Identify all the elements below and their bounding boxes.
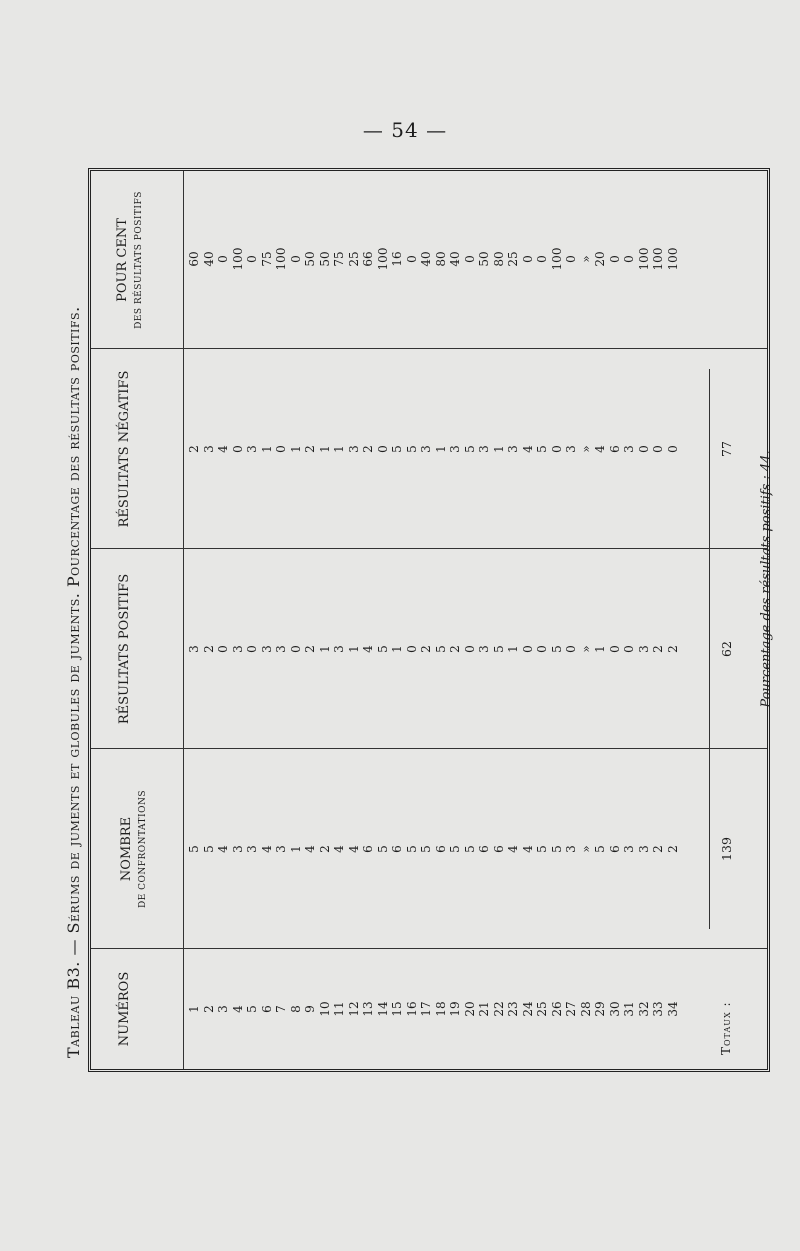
- header-nombre-label: NOMBRE: [119, 816, 134, 882]
- row-positifs: 0: [216, 645, 230, 653]
- row-number: 12: [346, 1001, 361, 1017]
- row-pourcent: 100: [665, 247, 680, 271]
- row-negatifs: 4: [593, 445, 607, 453]
- row-positifs: 2: [651, 645, 665, 653]
- row-negatifs: 5: [535, 445, 549, 453]
- row-positifs: 2: [419, 645, 433, 653]
- row-confrontations: 3: [564, 845, 578, 853]
- row-positifs: 5: [549, 645, 564, 653]
- row-confrontations: 6: [390, 845, 404, 853]
- row-negatifs: 3: [346, 445, 361, 453]
- row-positifs: 2: [303, 645, 317, 653]
- row-number: 27: [564, 1001, 578, 1017]
- header-pourcent-label: POUR CENT: [115, 218, 130, 302]
- row-pourcent: 0: [607, 255, 622, 263]
- row-pourcent: 75: [259, 251, 274, 267]
- row-positifs: 3: [187, 645, 201, 653]
- row-negatifs: 0: [230, 445, 245, 453]
- row-number: 23: [506, 1001, 520, 1017]
- row-confrontations: 3: [245, 845, 259, 853]
- row-negatifs: 0: [549, 445, 564, 453]
- row-pourcent: 0: [520, 255, 535, 263]
- row-positifs: 0: [520, 645, 535, 653]
- row-confrontations: 4: [520, 845, 535, 853]
- column-positifs: [187, 579, 680, 719]
- row-confrontations: 3: [274, 845, 288, 853]
- row-negatifs: 2: [361, 445, 375, 453]
- row-pourcent: 100: [636, 247, 651, 271]
- row-confrontations: 6: [607, 845, 622, 853]
- column-nombre: [187, 779, 680, 919]
- row-positifs: 3: [636, 645, 651, 653]
- row-positifs: 2: [665, 645, 680, 653]
- row-negatifs: 4: [216, 445, 230, 453]
- row-positifs: 1: [506, 645, 520, 653]
- row-number: 22: [491, 1001, 506, 1017]
- column-divider-3: [91, 548, 767, 549]
- header-nombre: [101, 749, 181, 949]
- row-confrontations: 1: [288, 845, 303, 853]
- row-pourcent: 80: [491, 251, 506, 267]
- row-confrontations: 5: [448, 845, 462, 853]
- row-confrontations: 6: [361, 845, 375, 853]
- row-confrontations: 2: [317, 845, 332, 853]
- row-negatifs: 3: [201, 445, 216, 453]
- row-confrontations: 5: [462, 845, 477, 853]
- row-confrontations: 5: [187, 845, 201, 853]
- row-number: 9: [303, 1005, 317, 1013]
- row-positifs: 3: [274, 645, 288, 653]
- row-pourcent: 40: [448, 251, 462, 267]
- row-negatifs: 3: [564, 445, 578, 453]
- row-positifs: 2: [448, 645, 462, 653]
- row-number: 17: [419, 1001, 433, 1017]
- column-negatifs: [187, 379, 680, 519]
- row-confrontations: 2: [665, 845, 680, 853]
- row-number: 18: [433, 1001, 448, 1017]
- row-pourcent: 75: [332, 251, 346, 267]
- row-positifs: 3: [477, 645, 491, 653]
- row-pourcent: 100: [230, 247, 245, 271]
- row-confrontations: 6: [477, 845, 491, 853]
- row-number: 7: [274, 1005, 288, 1013]
- row-number: 24: [520, 1001, 535, 1017]
- row-negatifs: 1: [332, 445, 346, 453]
- row-pourcent: 0: [535, 255, 549, 263]
- row-negatifs: 1: [433, 445, 448, 453]
- row-confrontations: 3: [230, 845, 245, 853]
- row-positifs: 5: [491, 645, 506, 653]
- row-positifs: 1: [317, 645, 332, 653]
- row-confrontations: 5: [549, 845, 564, 853]
- row-negatifs: 2: [187, 445, 201, 453]
- column-divider-4: [91, 348, 767, 349]
- row-positifs: 0: [288, 645, 303, 653]
- row-positifs: 0: [462, 645, 477, 653]
- row-negatifs: 3: [419, 445, 433, 453]
- row-number: 10: [317, 1001, 332, 1017]
- row-negatifs: »: [578, 445, 593, 453]
- row-number: 31: [622, 1001, 636, 1017]
- row-positifs: 1: [390, 645, 404, 653]
- row-number: 25: [535, 1001, 549, 1017]
- table-sheet: [60, 160, 780, 1080]
- rotated-table-container: [60, 160, 780, 1080]
- row-number: 34: [665, 1001, 680, 1017]
- row-negatifs: 1: [317, 445, 332, 453]
- row-number: 1: [187, 1005, 201, 1013]
- row-confrontations: 5: [201, 845, 216, 853]
- row-pourcent: 25: [506, 251, 520, 267]
- row-negatifs: 3: [506, 445, 520, 453]
- row-positifs: 3: [332, 645, 346, 653]
- row-pourcent: 50: [303, 251, 317, 267]
- row-pourcent: 0: [245, 255, 259, 263]
- row-negatifs: 3: [477, 445, 491, 453]
- row-pourcent: 60: [187, 251, 201, 267]
- header-pourcent-sub: DES RÉSULTATS POSITIFS: [134, 191, 144, 329]
- row-negatifs: 1: [288, 445, 303, 453]
- row-confrontations: 4: [506, 845, 520, 853]
- row-pourcent: 100: [375, 247, 390, 271]
- row-pourcent: 0: [564, 255, 578, 263]
- row-number: 32: [636, 1001, 651, 1017]
- header-negatifs: RÉSULTATS NÉGATIFS: [117, 370, 132, 528]
- row-number: 20: [462, 1001, 477, 1017]
- row-pourcent: 66: [361, 251, 375, 267]
- row-number: 16: [404, 1001, 419, 1017]
- row-number: 15: [390, 1001, 404, 1017]
- row-positifs: 0: [607, 645, 622, 653]
- row-confrontations: »: [578, 845, 593, 853]
- row-pourcent: 16: [390, 251, 404, 267]
- row-confrontations: 3: [622, 845, 636, 853]
- row-negatifs: 5: [404, 445, 419, 453]
- row-confrontations: 5: [375, 845, 390, 853]
- row-positifs: 3: [259, 645, 274, 653]
- header-nombre-sub: DE CONFRONTATIONS: [138, 789, 148, 909]
- row-pourcent: 0: [404, 255, 419, 263]
- row-confrontations: 5: [404, 845, 419, 853]
- row-negatifs: 0: [651, 445, 665, 453]
- row-number: 6: [259, 1005, 274, 1013]
- row-negatifs: 1: [491, 445, 506, 453]
- table-frame: [88, 168, 774, 1072]
- header-pourcent: [101, 171, 181, 349]
- totals-label: Totaux :: [719, 1001, 733, 1055]
- row-positifs: 0: [622, 645, 636, 653]
- column-divider-2: [91, 748, 767, 749]
- row-positifs: 0: [245, 645, 259, 653]
- row-negatifs: 4: [520, 445, 535, 453]
- row-confrontations: 2: [651, 845, 665, 853]
- total-negatifs: 77: [719, 441, 734, 457]
- row-positifs: 1: [593, 645, 607, 653]
- row-pourcent: 100: [274, 247, 288, 271]
- column-numeros: [187, 949, 680, 1069]
- row-number: 29: [593, 1001, 607, 1017]
- row-negatifs: 0: [375, 445, 390, 453]
- row-confrontations: 4: [303, 845, 317, 853]
- row-confrontations: 6: [433, 845, 448, 853]
- row-negatifs: 6: [607, 445, 622, 453]
- footer-percentage: Pourcentage des résultats positifs : 44.: [759, 450, 774, 708]
- row-confrontations: 4: [346, 845, 361, 853]
- row-positifs: 1: [346, 645, 361, 653]
- row-positifs: 4: [361, 645, 375, 653]
- row-number: 8: [288, 1005, 303, 1013]
- total-nombre: 139: [719, 837, 734, 861]
- row-pourcent: 0: [288, 255, 303, 263]
- row-negatifs: 3: [622, 445, 636, 453]
- row-confrontations: 4: [332, 845, 346, 853]
- row-confrontations: 6: [491, 845, 506, 853]
- row-confrontations: 4: [216, 845, 230, 853]
- row-negatifs: 0: [636, 445, 651, 453]
- row-positifs: 5: [375, 645, 390, 653]
- row-pourcent: 80: [433, 251, 448, 267]
- row-negatifs: 2: [303, 445, 317, 453]
- row-number: 2: [201, 1005, 216, 1013]
- row-pourcent: 100: [651, 247, 665, 271]
- row-negatifs: 3: [245, 445, 259, 453]
- row-confrontations: 3: [636, 845, 651, 853]
- row-number: 11: [332, 1001, 346, 1017]
- row-pourcent: 40: [419, 251, 433, 267]
- row-number: 33: [651, 1001, 665, 1017]
- row-pourcent: 100: [549, 247, 564, 271]
- row-pourcent: 40: [201, 251, 216, 267]
- row-pourcent: 25: [346, 251, 361, 267]
- row-confrontations: 4: [259, 845, 274, 853]
- row-number: 13: [361, 1001, 375, 1017]
- row-positifs: 0: [535, 645, 549, 653]
- row-number: 30: [607, 1001, 622, 1017]
- row-number: 28: [578, 1001, 593, 1017]
- header-numeros: NUMÉROS: [117, 971, 132, 1047]
- row-number: 21: [477, 1001, 491, 1017]
- header-positifs: RÉSULTATS POSITIFS: [117, 573, 132, 725]
- row-negatifs: 0: [665, 445, 680, 453]
- row-confrontations: 5: [419, 845, 433, 853]
- row-pourcent: 0: [462, 255, 477, 263]
- row-negatifs: 3: [448, 445, 462, 453]
- row-positifs: 2: [201, 645, 216, 653]
- row-number: 4: [230, 1005, 245, 1013]
- table-title: Tableau B3. — Sérums de juments et globules de juments. Pourcentage des résultats positifs.: [64, 306, 83, 1058]
- row-pourcent: 20: [593, 251, 607, 267]
- row-positifs: »: [578, 645, 593, 653]
- column-pourcent: [187, 189, 680, 329]
- total-positifs: 62: [719, 641, 734, 657]
- row-pourcent: 50: [317, 251, 332, 267]
- totals-rule: [709, 369, 710, 929]
- page-number: — 54 —: [362, 118, 448, 142]
- row-number: 19: [448, 1001, 462, 1017]
- row-confrontations: 5: [593, 845, 607, 853]
- row-pourcent: 0: [622, 255, 636, 263]
- row-positifs: 3: [230, 645, 245, 653]
- row-negatifs: 1: [259, 445, 274, 453]
- row-negatifs: 5: [462, 445, 477, 453]
- row-positifs: 0: [564, 645, 578, 653]
- row-confrontations: 5: [535, 845, 549, 853]
- row-negatifs: 0: [274, 445, 288, 453]
- row-pourcent: 0: [216, 255, 230, 263]
- row-number: 5: [245, 1005, 259, 1013]
- row-negatifs: 5: [390, 445, 404, 453]
- row-pourcent: »: [578, 255, 593, 263]
- row-pourcent: 50: [477, 251, 491, 267]
- header-rule: [183, 171, 184, 1069]
- row-number: 3: [216, 1005, 230, 1013]
- row-positifs: 0: [404, 645, 419, 653]
- row-positifs: 5: [433, 645, 448, 653]
- row-number: 26: [549, 1001, 564, 1017]
- row-number: 14: [375, 1001, 390, 1017]
